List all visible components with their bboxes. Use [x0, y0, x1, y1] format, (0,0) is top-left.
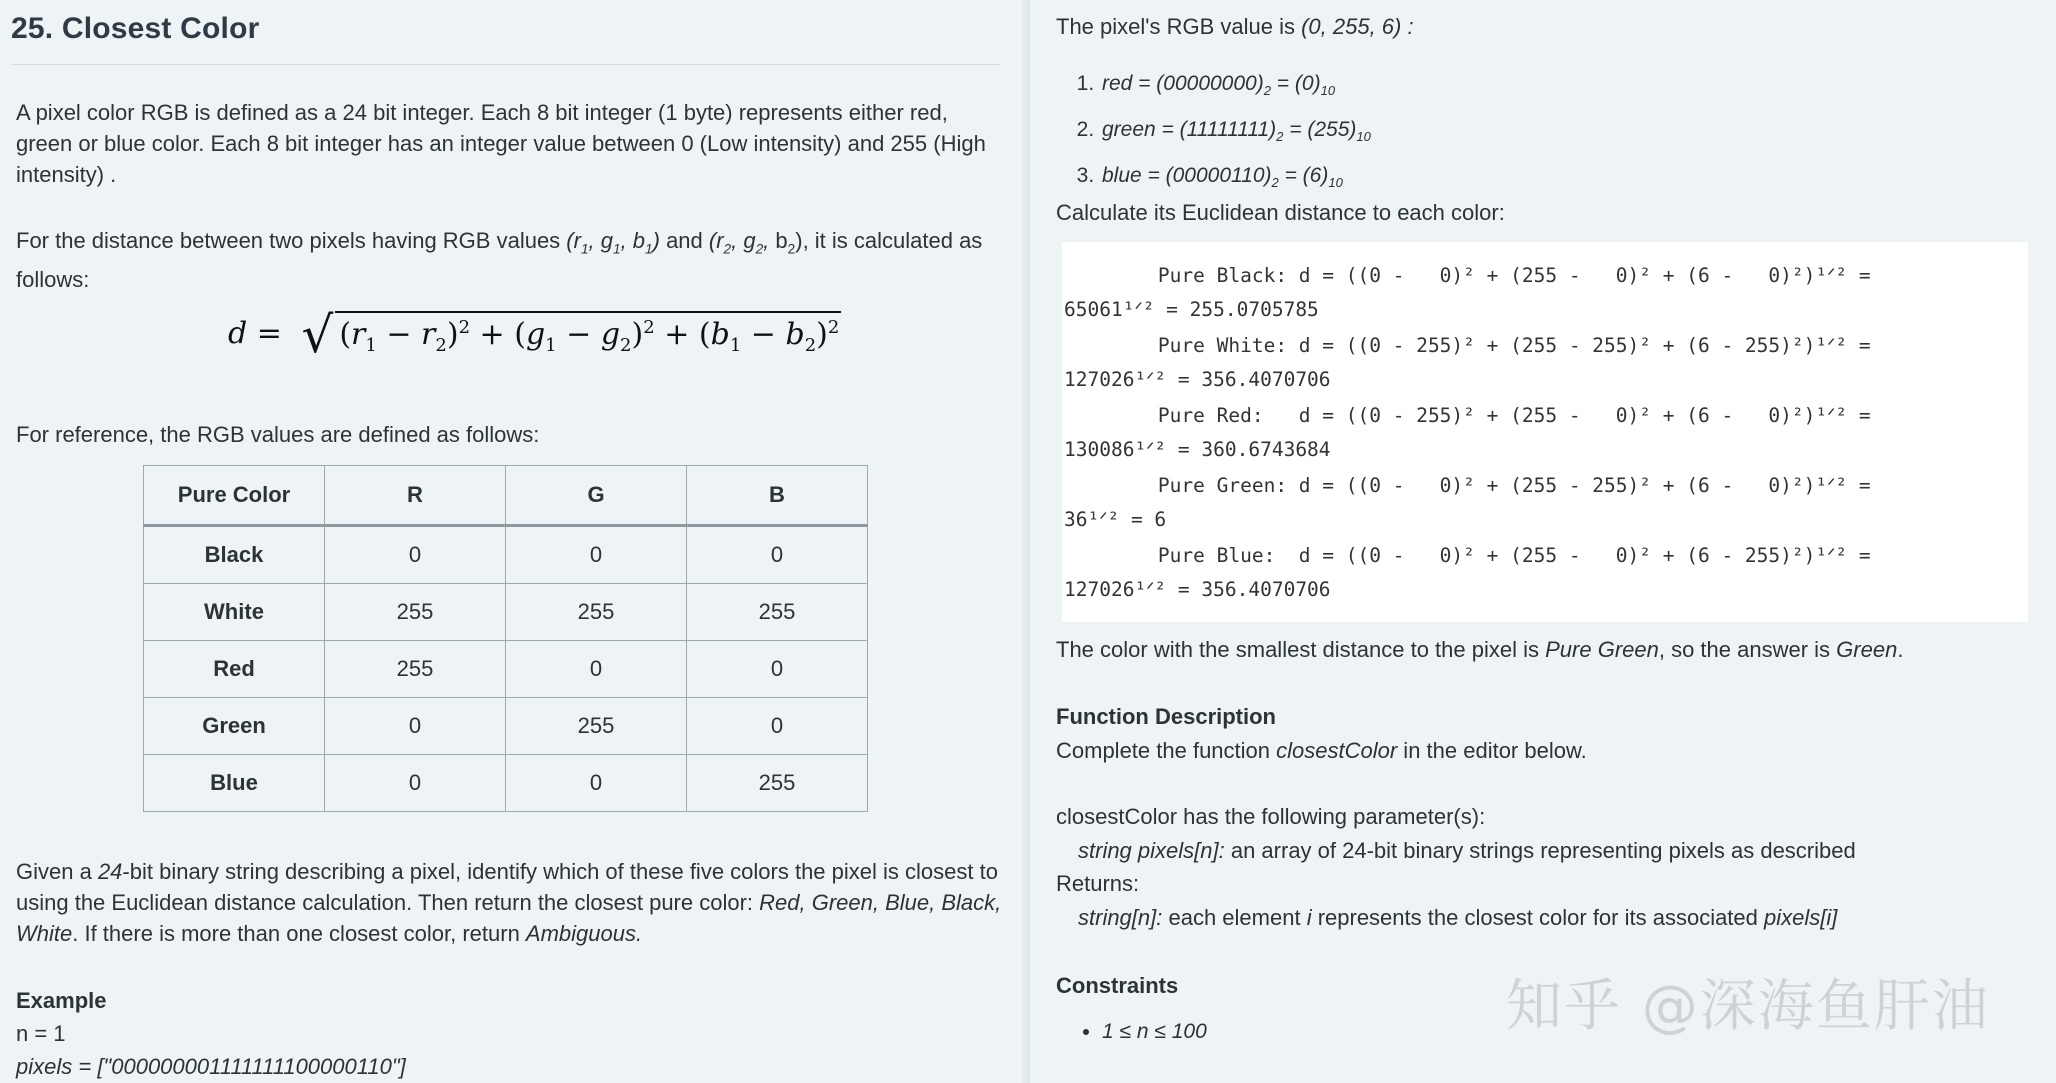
left-panel — [0, 0, 1022, 1083]
function-description-text: Complete the function closestColor in the editor below. — [1056, 738, 1587, 763]
constraints-heading: Constraints — [1056, 973, 1179, 998]
table-row — [144, 641, 868, 698]
table-header: B — [687, 466, 868, 526]
table-cell: 255 — [325, 584, 506, 641]
distance-code-block — [1062, 242, 2028, 622]
table-cell: 0 — [325, 755, 506, 812]
problem-title: 25. Closest Color — [11, 12, 260, 45]
example-pixels: pixels = ["000000001111111100000110"] — [16, 1054, 406, 1079]
rgb-value-line: The pixel's RGB value is (0, 255, 6) : — [1056, 14, 1414, 39]
table-cell: 255 — [506, 698, 687, 755]
table-row — [144, 755, 868, 812]
table-cell: 255 — [687, 755, 868, 812]
reference-text: For reference, the RGB values are defined as follows: — [16, 422, 540, 447]
distance-formula: d = √ $(r_1 - r_2)^2 + (g_1 - g_2)^2 + (b_1 - b_2)^2$ — [228, 306, 840, 364]
distance-paragraph: For the distance between two pixels having RGB values ($r_1$, $g_1$, $b_1$) and ($r_2$, $g_2$, $b_2$), it is calculated as follows: — [16, 228, 983, 293]
code-line: 127026¹ᐟ² = 356.4070706 — [1064, 368, 1331, 391]
intro-paragraph: A pixel color RGB is defined as a 24 bit integer. Each 8 bit integer (1 byte) represents either red, green or blue color. Each 8 bit integer has an integer value between 0 (Low intensity) and 255 (High intensity) . — [16, 100, 986, 187]
list-item: 3. blue = $(00000110)_2 = (6)_{10}$ — [1100, 156, 1371, 202]
table-header: Pure Color — [144, 466, 325, 526]
code-line: Pure Black: d = ((0 - 0)² + (255 - 0)² + (6 - 0)²)¹ᐟ² = — [1064, 264, 1871, 287]
table-cell: 0 — [506, 755, 687, 812]
table-row — [144, 526, 868, 584]
watermark: 知乎 @深海鱼肝油 — [1506, 974, 1990, 1039]
list-item: • 1 ≤ n ≤ 100 — [1102, 1020, 1207, 1044]
table-cell: 255 — [506, 584, 687, 641]
code-line: Pure Blue: d = ((0 - 0)² + (255 - 0)² + (6 - 255)²)¹ᐟ² = — [1064, 544, 1871, 567]
params-heading: closestColor has the following parameter(s): — [1056, 804, 1486, 829]
param-pixels: string pixels[n]: an array of 24-bit binary strings representing pixels as described — [1078, 838, 1856, 863]
table-cell: 0 — [687, 698, 868, 755]
list-item: 1. red = $(00000000)_2 = (0)_{10}$ — [1100, 64, 1371, 110]
table-cell: 0 — [687, 526, 868, 584]
table-row — [144, 698, 868, 755]
table-cell: 0 — [506, 526, 687, 584]
list-item: 2. green = $(11111111)_2 = (255)_{10}$ — [1100, 110, 1371, 156]
table-header: R — [325, 466, 506, 526]
title-divider — [11, 64, 1001, 65]
table-cell: 0 — [687, 641, 868, 698]
code-line: Pure Red: d = ((0 - 255)² + (255 - 0)² + (6 - 0)²)¹ᐟ² = — [1064, 404, 1871, 427]
code-line: 65061¹ᐟ² = 255.0705785 — [1064, 298, 1319, 321]
returns-heading: Returns: — [1056, 871, 1140, 896]
table-cell: 0 — [506, 641, 687, 698]
table-header-row — [144, 466, 868, 526]
code-line: 36¹ᐟ² = 6 — [1064, 508, 1167, 531]
table-header: G — [506, 466, 687, 526]
code-line: 127026¹ᐟ² = 356.4070706 — [1064, 578, 1331, 601]
example-heading: Example — [16, 988, 107, 1013]
code-line: Pure White: d = ((0 - 255)² + (255 - 255)² + (6 - 255)²)¹ᐟ² = — [1064, 334, 1871, 357]
task-paragraph: Given a 24-bit binary string describing a pixel, identify which of these five colors the pixel is closest to using the Euclidean distance calculation. Then return the closest pure color: Red, Green, Blue, Black, White. If there is more than one closest color, return Ambiguous. — [16, 859, 1002, 946]
example-n: n = 1 — [16, 1021, 66, 1046]
rgb-table — [143, 465, 868, 812]
calc-text: Calculate its Euclidean distance to each color: — [1056, 200, 1505, 225]
binary-breakdown-list — [1048, 64, 1371, 203]
table-cell: 255 — [687, 584, 868, 641]
table-cell: 255 — [325, 641, 506, 698]
table-cell: Red — [144, 641, 325, 698]
table-cell: Blue — [144, 755, 325, 812]
table-cell: White — [144, 584, 325, 641]
code-line: 130086¹ᐟ² = 360.6743684 — [1064, 438, 1331, 461]
table-cell: 0 — [325, 526, 506, 584]
returns-desc: string[n]: each element i represents the closest color for its associated pixels[i] — [1078, 905, 1838, 930]
constraints-list — [1056, 1020, 1207, 1044]
code-line: Pure Green: d = ((0 - 0)² + (255 - 255)² + (6 - 0)²)¹ᐟ² = — [1064, 474, 1871, 497]
table-cell: 0 — [325, 698, 506, 755]
result-line: The color with the smallest distance to the pixel is Pure Green, so the answer is Green. — [1056, 637, 1904, 662]
right-panel — [1028, 0, 2056, 1083]
table-row — [144, 584, 868, 641]
table-cell: Green — [144, 698, 325, 755]
table-cell: Black — [144, 526, 325, 584]
function-description-heading: Function Description — [1056, 704, 1276, 729]
